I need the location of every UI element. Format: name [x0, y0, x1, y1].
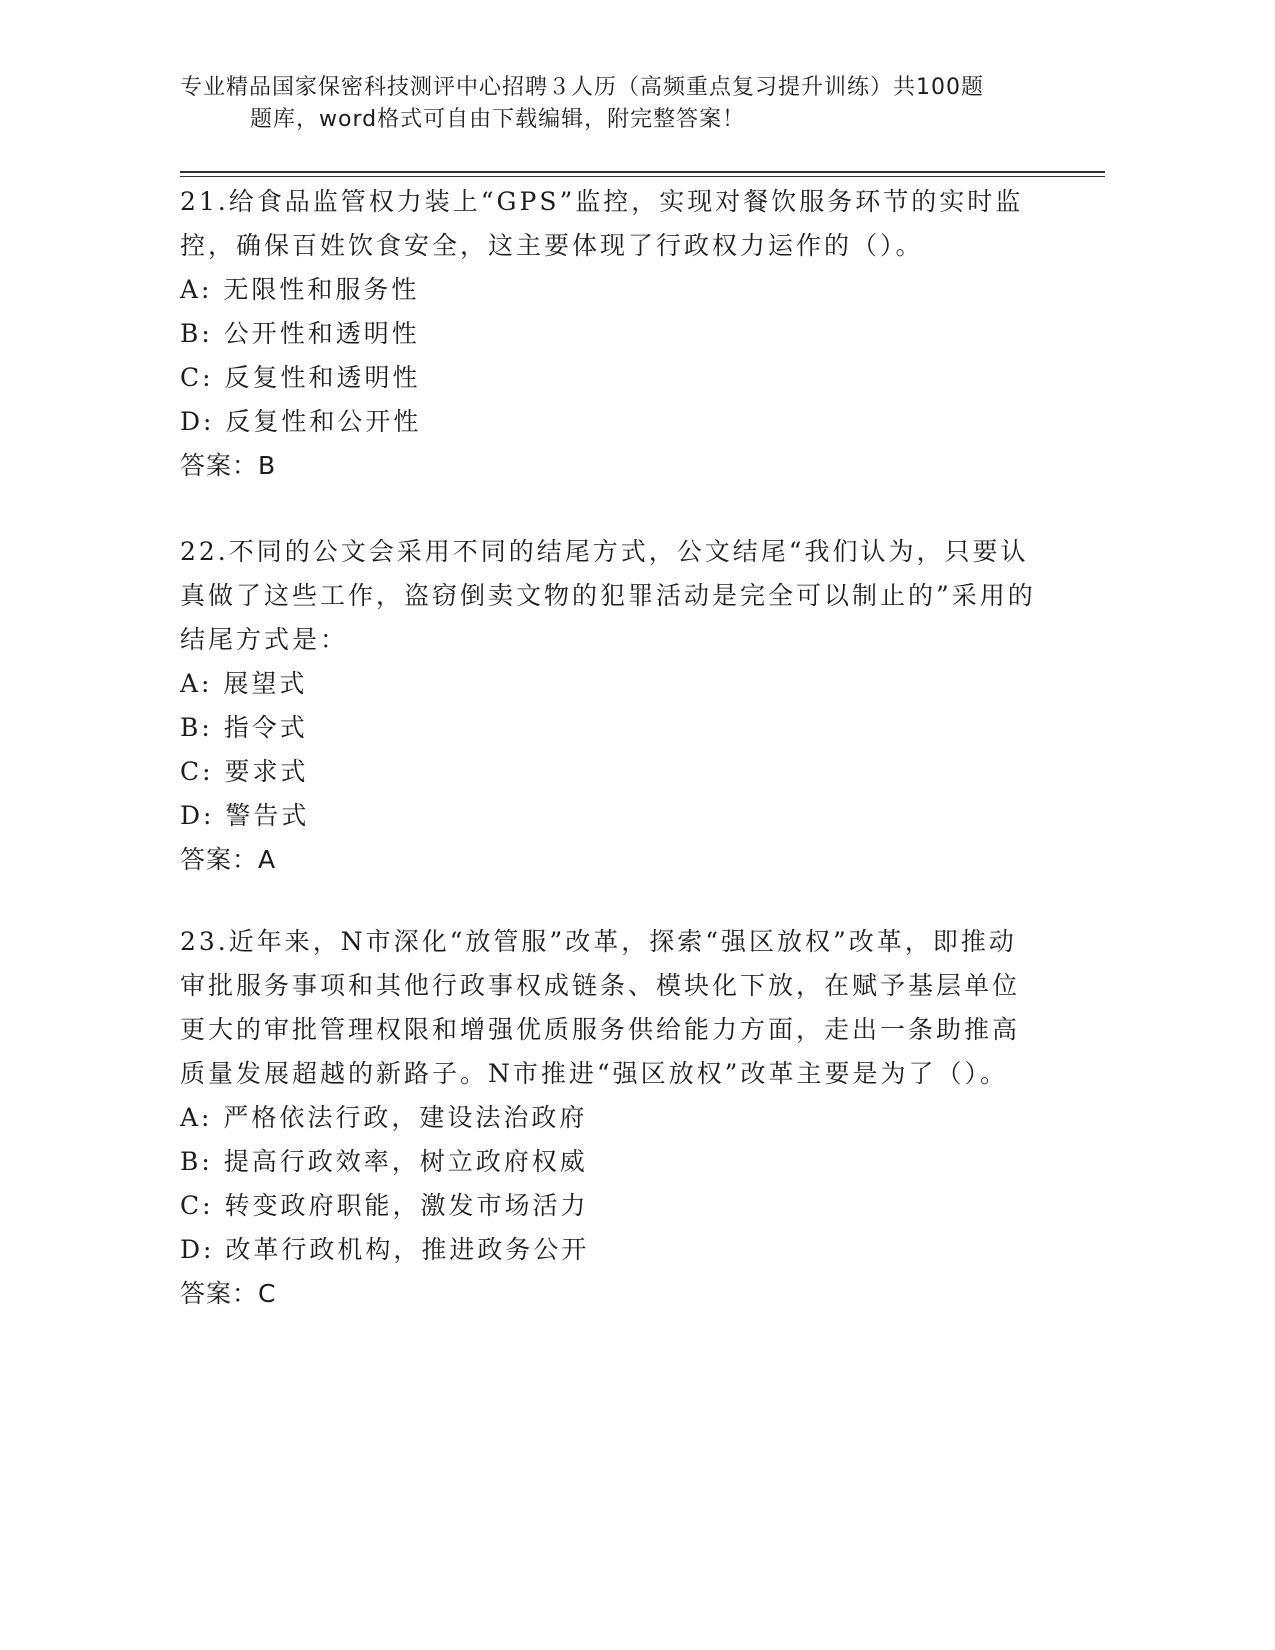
question-21 — [180, 180, 1040, 488]
question-23 — [180, 920, 1040, 1316]
answer-line: 答案：B — [180, 451, 277, 480]
header-title-line-1: 专业精品国家保密科技测评中心招聘３人历（高频重点复习提升训练）共100题 — [180, 75, 984, 100]
option-c: C: 转变政府职能，激发市场活力 — [180, 1191, 589, 1220]
answer-line: 答案：A — [180, 845, 277, 874]
option-b: B: 指令式 — [180, 713, 308, 742]
option-b: B: 公开性和透明性 — [180, 319, 420, 348]
option-c: C: 要求式 — [180, 757, 309, 786]
question-stem: 22.不同的公文会采用不同的结尾方式，公文结尾“我们认为，只要认真做了这些工作，盗窃倒卖文物的犯罪活动是完全可以制止的”采用的结尾方式是： — [180, 537, 1036, 654]
question-stem: 21.给食品监管权力装上“GPS”监控，实现对餐饮服务环节的实时监控，确保百姓饮食安全，这主要体现了行政权力运作的（）。 — [180, 187, 1024, 260]
answer-line: 答案：C — [180, 1279, 277, 1308]
header-divider-thick — [180, 171, 1105, 173]
header-divider-thin — [180, 176, 1105, 177]
header-title-line-2: 题库，word格式可自由下载编辑，附完整答案！ — [250, 107, 746, 132]
question-stem: 23.近年来，N市深化“放管服”改革，探索“强区放权”改革，即推动审批服务事项和其他行政事权成链条、模块化下放，在赋予基层单位更大的审批管理权限和增强优质服务供给能力方面，走出一条助推高质量发展超越的新路子。N市推进“强区放权”改革主要是为了（）。 — [180, 927, 1021, 1088]
option-a: A: 展望式 — [180, 669, 308, 698]
option-a: A: 无限性和服务性 — [180, 275, 420, 304]
option-d: D: 警告式 — [180, 801, 310, 830]
option-a: A: 严格依法行政，建设法治政府 — [180, 1103, 588, 1132]
option-b: B: 提高行政效率，树立政府权威 — [180, 1147, 588, 1176]
option-c: C: 反复性和透明性 — [180, 363, 421, 392]
document-header — [180, 72, 1070, 136]
option-d: D: 反复性和公开性 — [180, 407, 422, 436]
option-d: D: 改革行政机构，推进政务公开 — [180, 1235, 590, 1264]
question-22 — [180, 530, 1040, 882]
